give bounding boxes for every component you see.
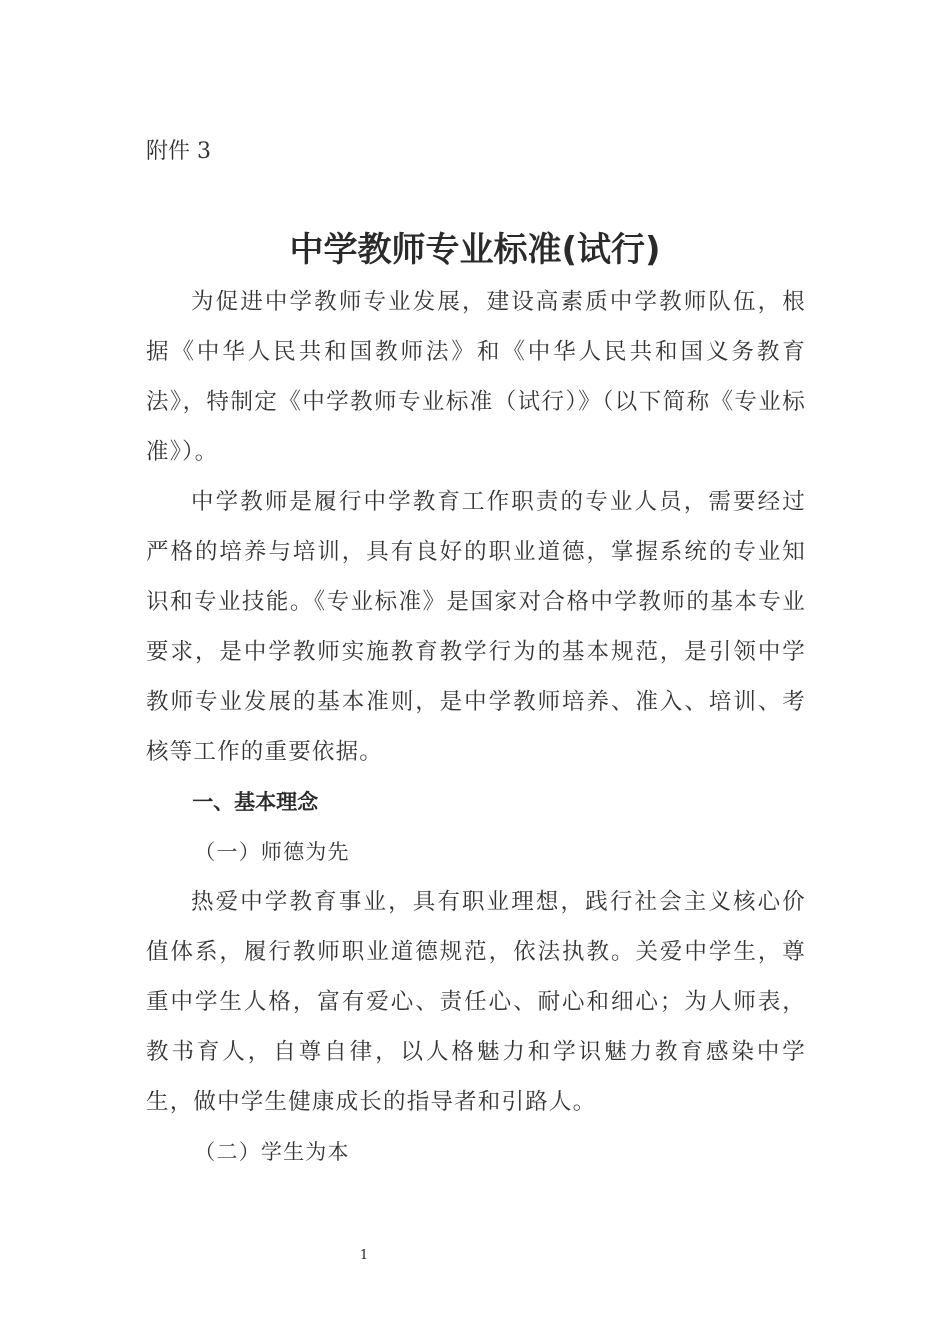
definition-paragraph: 中学教师是履行中学教育工作职责的专业人员，需要经过严格的培养与培训，具有良好的职业道德，掌握系统的专业知识和专业技能。《专业标准》是国家对合格中学教师的基本专业要求，是中学教师实施教育教学行为的基本规范，是引领中学教师专业发展的基本准则，是中学教师培养、准入、培训、考核等工作的重要依据。 <box>146 489 806 765</box>
document-body <box>146 277 806 1177</box>
section-heading: 一、基本理念 <box>192 790 319 814</box>
attachment-label: 附件 3 <box>146 139 211 164</box>
subsection-heading-ethics: （一）师德为先 <box>194 840 350 864</box>
document-title: 中学教师专业标准(试行) <box>289 230 661 270</box>
subsection-heading-student-centered: （二）学生为本 <box>194 1140 350 1164</box>
ethics-paragraph: 热爱中学教育事业，具有职业理想，践行社会主义核心价值体系，履行教师职业道德规范，依法执教。关爱中学生，尊重中学生人格，富有爱心、责任心、耐心和细心；为人师表，教书育人，自尊自律，以人格魅力和学识魅力教育感染中学生，做中学生健康成长的指导者和引路人。 <box>146 889 806 1115</box>
page-number: 1 <box>359 1248 369 1263</box>
intro-paragraph: 为促进中学教师专业发展，建设高素质中学教师队伍，根据《中华人民共和国教师法》和《中华人民共和国义务教育法》，特制定《中学教师专业标准（试行）》（以下简称《专业标准》）。 <box>146 289 806 465</box>
